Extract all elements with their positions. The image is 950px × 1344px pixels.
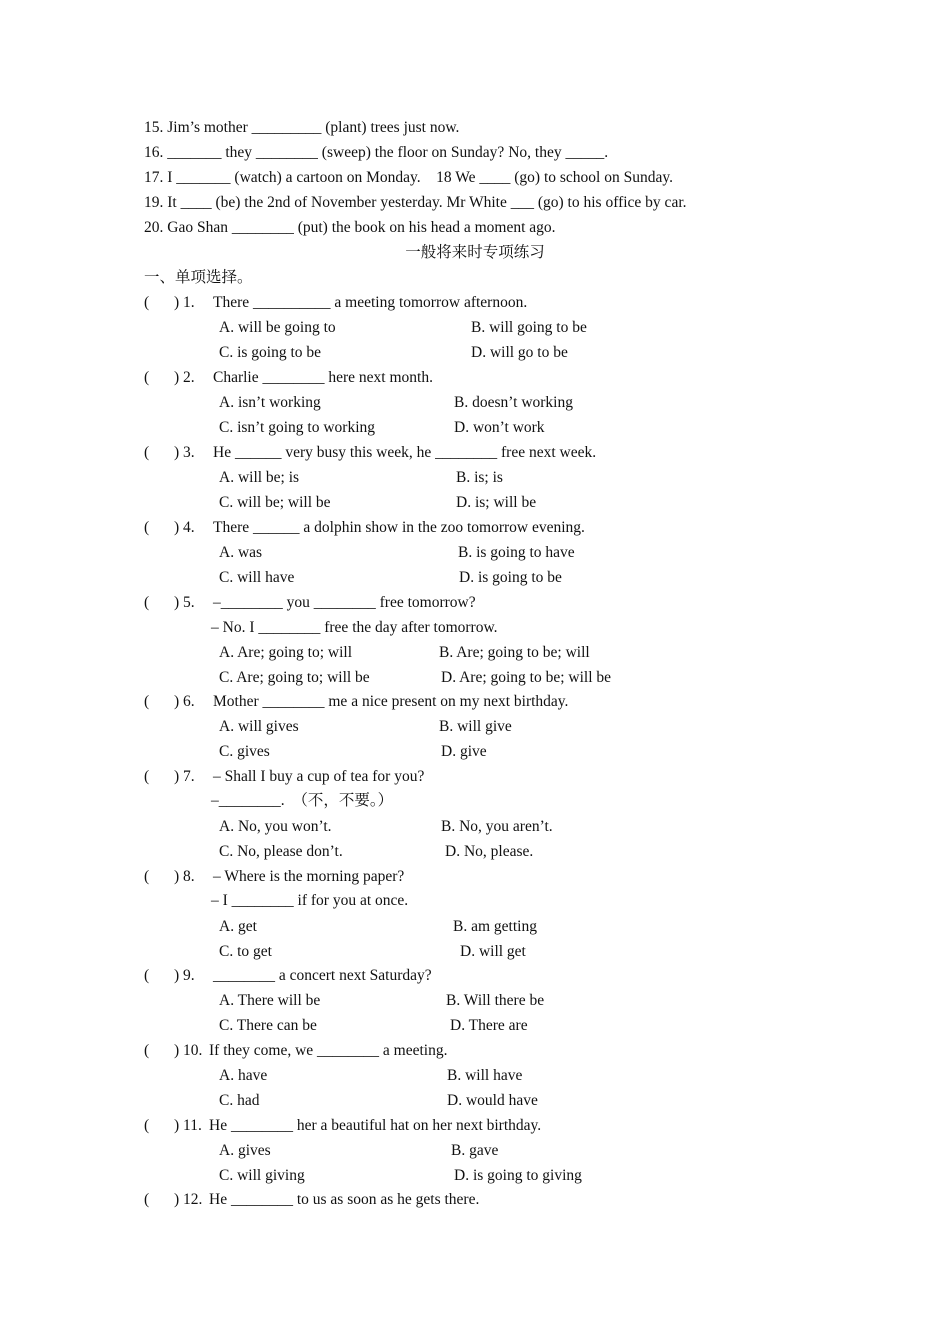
- option-c: C. had: [219, 1092, 260, 1109]
- option-c: C. to get: [219, 943, 272, 960]
- question-number: ) 5.: [174, 594, 195, 611]
- option-b: B. Are; going to be; will: [439, 644, 590, 661]
- option-a: A. get: [219, 918, 257, 935]
- worksheet-page: 15. Jim’s mother _________ (plant) trees just now. 16. _______ they ________ (sweep) the floor on Sunday? No, they _____. 17. I _______ (watch) a cartoon on Monday. 18 We ____ (go) to school on Sunday. 19. It ____ (be) the 2nd of November yesterday. Mr White ___ (go) to his office by car. 20. Gao Shan ________ (put) the book on his head a moment ago. 一般将来时专项练习 一、单项选择。 ( ) 1. There __________ a meeting tomorrow afternoon. A. will be going to B. will going to be C. is going to be D. will go to be ( ) 2. Charlie ________ here next month. A. isn’t working B. doesn’t working C. isn’t going to working D. won’t work ( ) 3. He ______ very busy this week, he ________ free next week. A. will be; is B. is; is C. will be; will be D. is; will be ( ) 4. There ______ a dolphin show in the zoo tomorrow evening. A. was B. is going to have C. will have D. is going to be ( ) 5. –________ you ________ free tomorrow? – No. I ________ free the day after tomorrow. A. Are; going to; will B. Are; going to be; will C. Are; going to; will be D. Are; going to be; will be ( ) 6. Mother ________ me a nice present on my next birthday. A. will gives B. will give C. gives D. give ( ) 7. – Shall I buy a cup of tea for you? –________. （不，不要。） A. No, you won’t. B. No, you aren’t. C. No, please don’t. D. No, please. ( ) 8. – Where is the morning paper? – I ________ if for you at once. A. get B. am getting C. to get D. will get ( ) 9. ________ a concert next Saturday? A. There will be B. Will there be C. There can be D. There are ( ) 10. If they come, we ________ a meeting. A. have B. will have C. had D. would have ( ) 11. He ________ her a beautiful hat on her next birthday. A. gives B. gave C. will giving D. is going to giving ( ) 12. He ________ to us as soon as he gets there.: [0, 0, 950, 1344]
- option-b: B. will give: [439, 718, 512, 735]
- question-number: ) 10.: [174, 1042, 203, 1059]
- option-a: A. will be; is: [219, 469, 300, 486]
- option-a: A. gives: [219, 1142, 271, 1159]
- option-b: B. is going to have: [458, 544, 575, 561]
- question-stem: ________ a concert next Saturday?: [213, 967, 432, 984]
- option-b: B. No, you aren’t.: [441, 818, 553, 835]
- answer-bracket: (: [144, 369, 150, 386]
- question-number: ) 9.: [174, 967, 195, 984]
- question-number: ) 12.: [174, 1191, 203, 1208]
- option-d: D. is going to giving: [454, 1167, 582, 1184]
- answer-bracket: (: [144, 868, 150, 885]
- question-stem: If they come, we ________ a meeting.: [209, 1042, 448, 1059]
- answer-bracket: (: [144, 1117, 150, 1134]
- question-number: ) 11.: [174, 1117, 202, 1134]
- question-stem-continued: –________. （不，不要。）: [211, 792, 394, 809]
- option-c: C. will have: [219, 569, 295, 586]
- question-stem: Mother ________ me a nice present on my next birthday.: [213, 693, 569, 710]
- option-d: D. will get: [460, 943, 526, 960]
- question-stem-continued: – I ________ if for you at once.: [211, 892, 409, 909]
- option-a: A. will gives: [219, 718, 299, 735]
- answer-bracket: (: [144, 594, 150, 611]
- question-stem: – Shall I buy a cup of tea for you?: [213, 768, 425, 785]
- question-stem: He ________ her a beautiful hat on her next birthday.: [209, 1117, 542, 1134]
- option-d: D. won’t work: [454, 419, 545, 436]
- option-b: B. is; is: [456, 469, 503, 486]
- answer-bracket: (: [144, 1042, 150, 1059]
- question-stem: – Where is the morning paper?: [213, 868, 405, 885]
- option-a: A. will be going to: [219, 319, 336, 336]
- option-a: A. No, you won’t.: [219, 818, 332, 835]
- option-a: A. isn’t working: [219, 394, 321, 411]
- question-number: ) 8.: [174, 868, 195, 885]
- option-c: C. isn’t going to working: [219, 419, 376, 436]
- option-d: D. is; will be: [456, 494, 537, 511]
- question-stem: He ______ very busy this week, he ________ free next week.: [213, 444, 597, 461]
- option-a: A. was: [219, 544, 263, 561]
- option-c: C. is going to be: [219, 344, 322, 361]
- option-b: B. doesn’t working: [454, 394, 573, 411]
- question-number: ) 2.: [174, 369, 195, 386]
- question-stem: There __________ a meeting tomorrow afternoon.: [213, 294, 528, 311]
- question-number: ) 4.: [174, 519, 195, 536]
- option-d: D. would have: [447, 1092, 538, 1109]
- option-a: A. have: [219, 1067, 268, 1084]
- answer-bracket: (: [144, 294, 150, 311]
- option-b: B. Will there be: [446, 992, 545, 1009]
- option-a: A. There will be: [219, 992, 321, 1009]
- option-d: D. There are: [450, 1017, 528, 1034]
- option-d: D. is going to be: [459, 569, 562, 586]
- answer-bracket: (: [144, 693, 150, 710]
- answer-bracket: (: [144, 519, 150, 536]
- option-c: C. There can be: [219, 1017, 317, 1034]
- option-c: C. gives: [219, 743, 270, 760]
- option-c: C. will giving: [219, 1167, 305, 1184]
- option-a: A. Are; going to; will: [219, 644, 353, 661]
- option-b: B. am getting: [453, 918, 537, 935]
- question-stem: There ______ a dolphin show in the zoo tomorrow evening.: [213, 519, 585, 536]
- answer-bracket: (: [144, 444, 150, 461]
- option-c: C. Are; going to; will be: [219, 669, 370, 686]
- answer-bracket: (: [144, 768, 150, 785]
- question-number: ) 7.: [174, 768, 195, 785]
- answer-bracket: (: [144, 967, 150, 984]
- question-12: [0, 1190, 950, 1290]
- option-d: D. give: [441, 743, 487, 760]
- question-number: ) 1.: [174, 294, 195, 311]
- section-title: 一般将来时专项练习: [405, 244, 545, 261]
- option-b: B. will going to be: [471, 319, 587, 336]
- question-stem-continued: – No. I ________ free the day after tomorrow.: [211, 619, 498, 636]
- answer-bracket: (: [144, 1191, 150, 1208]
- question-stem: He ________ to us as soon as he gets there.: [209, 1191, 480, 1208]
- option-d: D. will go to be: [471, 344, 568, 361]
- question-stem: –________ you ________ free tomorrow?: [213, 594, 476, 611]
- question-stem: Charlie ________ here next month.: [213, 369, 433, 386]
- option-d: D. Are; going to be; will be: [441, 669, 612, 686]
- option-c: C. will be; will be: [219, 494, 331, 511]
- option-d: D. No, please.: [445, 843, 534, 860]
- question-number: ) 6.: [174, 693, 195, 710]
- option-b: B. gave: [451, 1142, 499, 1159]
- question-number: ) 3.: [174, 444, 195, 461]
- option-c: C. No, please don’t.: [219, 843, 343, 860]
- option-b: B. will have: [447, 1067, 523, 1084]
